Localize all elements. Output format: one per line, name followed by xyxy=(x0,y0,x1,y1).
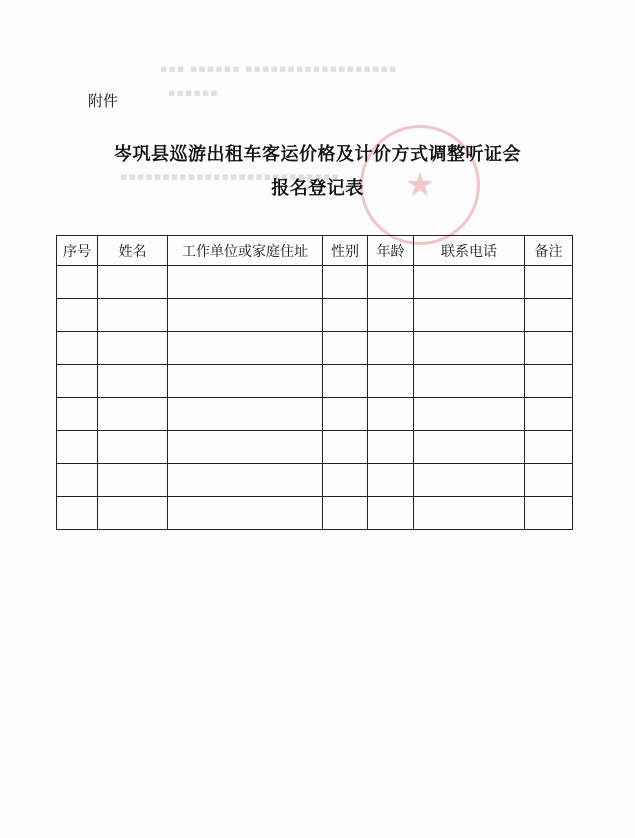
bleed-through-text: ▪▪▪▪▪▪▪▪▪▪▪▪▪▪▪▪▪▪▪▪▪▪▪▪▪▪ xyxy=(120,170,340,183)
header-serial-number: 序号 xyxy=(57,236,98,266)
bleed-through-text: ▪▪▪▪▪▪ xyxy=(168,86,219,99)
header-name: 姓名 xyxy=(98,236,168,266)
cell-remarks xyxy=(525,497,573,530)
cell-name xyxy=(98,332,168,365)
cell-phone xyxy=(414,431,525,464)
cell-phone xyxy=(414,299,525,332)
cell-age xyxy=(368,332,414,365)
cell-workplace-or-address xyxy=(168,299,323,332)
cell-workplace-or-address xyxy=(168,266,323,299)
cell-age xyxy=(368,431,414,464)
table-row xyxy=(57,266,573,299)
table-row xyxy=(57,497,573,530)
cell-remarks xyxy=(525,398,573,431)
seal-star-icon: ★ xyxy=(404,165,436,205)
cell-phone xyxy=(414,398,525,431)
registration-table xyxy=(56,235,573,530)
cell-name xyxy=(98,398,168,431)
cell-remarks xyxy=(525,299,573,332)
cell-phone xyxy=(414,332,525,365)
attachment-label: 附件 xyxy=(88,92,119,110)
cell-remarks xyxy=(525,332,573,365)
table-row xyxy=(57,464,573,497)
cell-serial-number xyxy=(57,431,98,464)
cell-serial-number xyxy=(57,464,98,497)
cell-gender xyxy=(323,266,368,299)
document-title: 岑巩县巡游出租车客运价格及计价方式调整听证会 xyxy=(114,144,521,165)
cell-age xyxy=(368,497,414,530)
cell-name xyxy=(98,497,168,530)
cell-phone xyxy=(414,365,525,398)
cell-workplace-or-address xyxy=(168,431,323,464)
cell-gender xyxy=(323,332,368,365)
cell-age xyxy=(368,299,414,332)
document-subtitle: 报名登记表 xyxy=(271,178,364,199)
cell-phone xyxy=(414,464,525,497)
cell-workplace-or-address xyxy=(168,464,323,497)
cell-serial-number xyxy=(57,365,98,398)
cell-gender xyxy=(323,497,368,530)
header-workplace-or-address: 工作单位或家庭住址 xyxy=(168,236,323,266)
cell-age xyxy=(368,464,414,497)
cell-gender xyxy=(323,464,368,497)
cell-serial-number xyxy=(57,266,98,299)
cell-age xyxy=(368,365,414,398)
cell-phone xyxy=(414,497,525,530)
cell-remarks xyxy=(525,431,573,464)
table-row xyxy=(57,398,573,431)
table-row xyxy=(57,299,573,332)
table-header-row xyxy=(57,236,573,266)
cell-workplace-or-address xyxy=(168,332,323,365)
cell-serial-number xyxy=(57,398,98,431)
cell-phone xyxy=(414,266,525,299)
cell-serial-number xyxy=(57,497,98,530)
cell-serial-number xyxy=(57,299,98,332)
cell-name xyxy=(98,464,168,497)
cell-name xyxy=(98,266,168,299)
cell-gender xyxy=(323,365,368,398)
table-row xyxy=(57,431,573,464)
header-gender: 性别 xyxy=(323,236,368,266)
cell-remarks xyxy=(525,365,573,398)
cell-workplace-or-address xyxy=(168,497,323,530)
bleed-through-text: ▪▪▪ ▪▪▪▪▪▪ ▪▪▪▪▪▪▪▪▪▪▪▪▪▪▪▪▪▪ xyxy=(160,62,398,75)
header-age: 年龄 xyxy=(368,236,414,266)
header-remarks: 备注 xyxy=(525,236,573,266)
cell-age xyxy=(368,398,414,431)
header-phone: 联系电话 xyxy=(414,236,525,266)
cell-remarks xyxy=(525,266,573,299)
cell-name xyxy=(98,365,168,398)
cell-serial-number xyxy=(57,332,98,365)
cell-workplace-or-address xyxy=(168,398,323,431)
cell-name xyxy=(98,299,168,332)
cell-gender xyxy=(323,398,368,431)
table-body xyxy=(57,266,573,530)
cell-age xyxy=(368,266,414,299)
cell-workplace-or-address xyxy=(168,365,323,398)
table-row xyxy=(57,332,573,365)
cell-name xyxy=(98,431,168,464)
cell-gender xyxy=(323,299,368,332)
cell-remarks xyxy=(525,464,573,497)
table-row xyxy=(57,365,573,398)
cell-gender xyxy=(323,431,368,464)
